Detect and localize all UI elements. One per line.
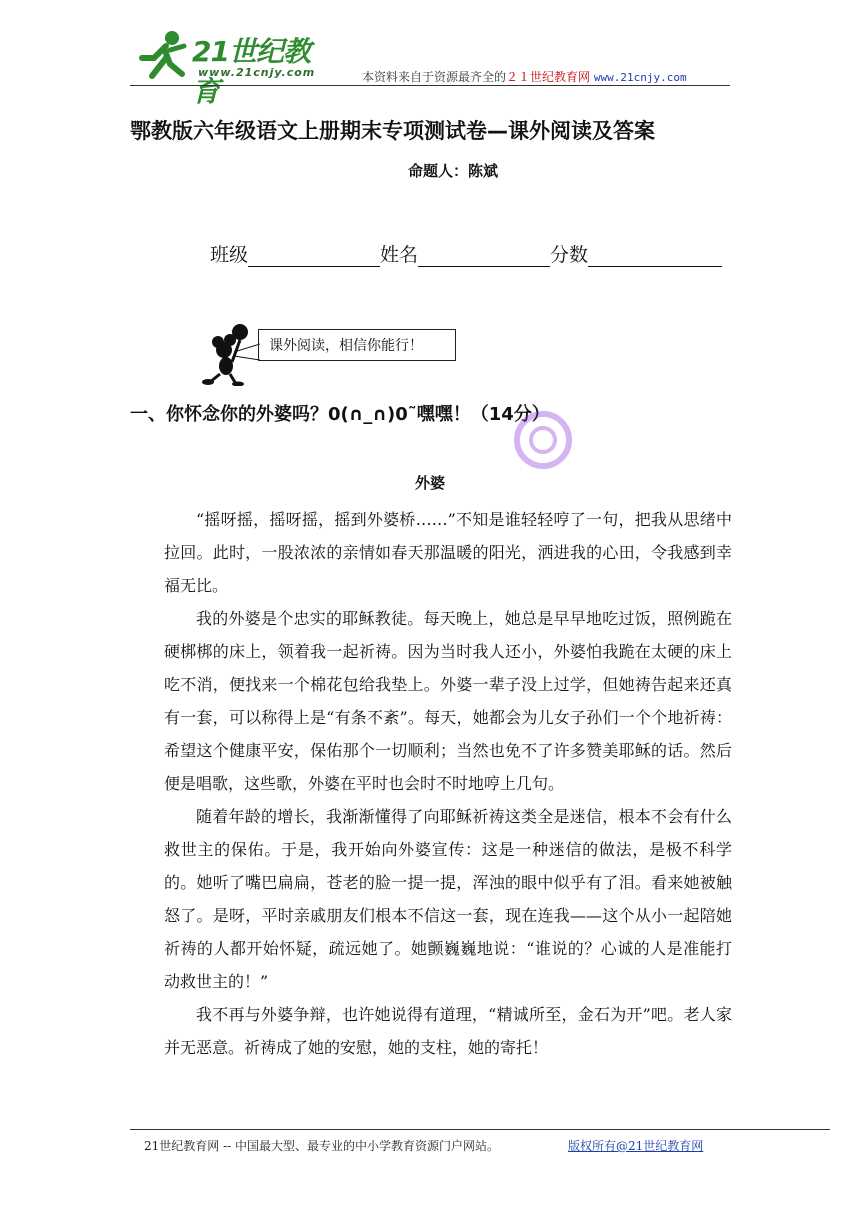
footer-copyright-link[interactable]: 版权所有@21世纪教育网 bbox=[568, 1139, 704, 1153]
page-title: 鄂教版六年级语文上册期末专项测试卷—课外阅读及答案 bbox=[130, 119, 655, 143]
name-blank[interactable] bbox=[418, 244, 550, 267]
logo-text: 21世纪教育 bbox=[192, 35, 310, 108]
story-title: 外婆 bbox=[414, 474, 445, 492]
student-info-row bbox=[210, 240, 722, 267]
watermark-logo-icon bbox=[508, 405, 578, 475]
name-label: 姓名 bbox=[380, 244, 419, 266]
section-heading: 一、你怀念你的外婆吗？0(∩_∩)0˜嘿嘿！（14分） bbox=[130, 404, 550, 425]
speech-bubble: 课外阅读，相信你能行！ bbox=[258, 329, 456, 361]
class-blank[interactable] bbox=[248, 244, 380, 267]
story-paragraph: “摇呀摇，摇呀摇，摇到外婆桥……”不知是谁轻轻哼了一句，把我从思绪中拉回。此时，一股浓浓的亲情如春天那温暖的阳光，洒进我的心田，令我感到幸福无比。 bbox=[164, 510, 732, 595]
site-logo bbox=[136, 26, 336, 108]
header-note-site[interactable]: ２１世纪教育网 bbox=[506, 70, 591, 84]
story-paragraph: 随着年龄的增长，我渐渐懂得了向耶稣祈祷这类全是迷信，根本不会有什么救世主的保佑。于是，我开始向外婆宣传：这是一种迷信的做法，是极不科学的。她听了嘴巴扁扁，苍老的脸一提一提，浑浊的眼中似乎有了泪。看来她被触怒了。是呀，平时亲戚朋友们根本不信这一套，现在连我——这个从小一起陪她祈祷的人都开始怀疑，疏远她了。她颤巍巍地说：“谁说的？心诚的人是准能打动救世主的！” bbox=[164, 807, 732, 991]
header-note-prefix: 本资料来自于资源最齐全的 bbox=[362, 70, 507, 84]
footer-divider bbox=[130, 1129, 830, 1130]
header-note bbox=[362, 68, 687, 85]
author-line: 命题人：陈斌 bbox=[408, 162, 499, 180]
header-divider bbox=[130, 85, 730, 86]
score-blank[interactable] bbox=[588, 244, 722, 267]
story-paragraph: 我的外婆是个忠实的耶稣教徒。每天晚上，她总是早早地吃过饭，照例跪在硬梆梆的床上，领着我一起祈祷。因为当时我人还小，外婆怕我跪在太硬的床上吃不消，便找来一个棉花包给我垫上。外婆一辈子没上过学，但她祷告起来还真有一套，可以称得上是“有条不紊”。每天，她都会为儿女子孙们一个个地祈祷：希望这个健康平安，保佑那个一切顺利；当然也免不了许多赞美耶稣的话。然后便是唱歌，这些歌，外婆在平时也会时不时地哼上几句。 bbox=[164, 609, 732, 793]
mouse-mascot-icon bbox=[196, 322, 260, 386]
class-label: 班级 bbox=[210, 244, 249, 266]
story-paragraph: 我不再与外婆争辩，也许她说得有道理，“精诚所至，金石为开”吧。老人家并无恶意。祈祷成了她的安慰，她的支柱，她的寄托！ bbox=[164, 1005, 732, 1057]
header-note-url[interactable]: www.21cnjy.com bbox=[593, 71, 687, 84]
logo-url: www.21cnjy.com bbox=[198, 66, 316, 79]
footer-text: 21世纪教育网 -- 中国最大型、最专业的中小学教育资源门户网站。 bbox=[144, 1139, 500, 1153]
story-body bbox=[164, 503, 732, 1064]
score-label: 分数 bbox=[550, 244, 589, 266]
runner-logo-icon bbox=[136, 28, 192, 84]
